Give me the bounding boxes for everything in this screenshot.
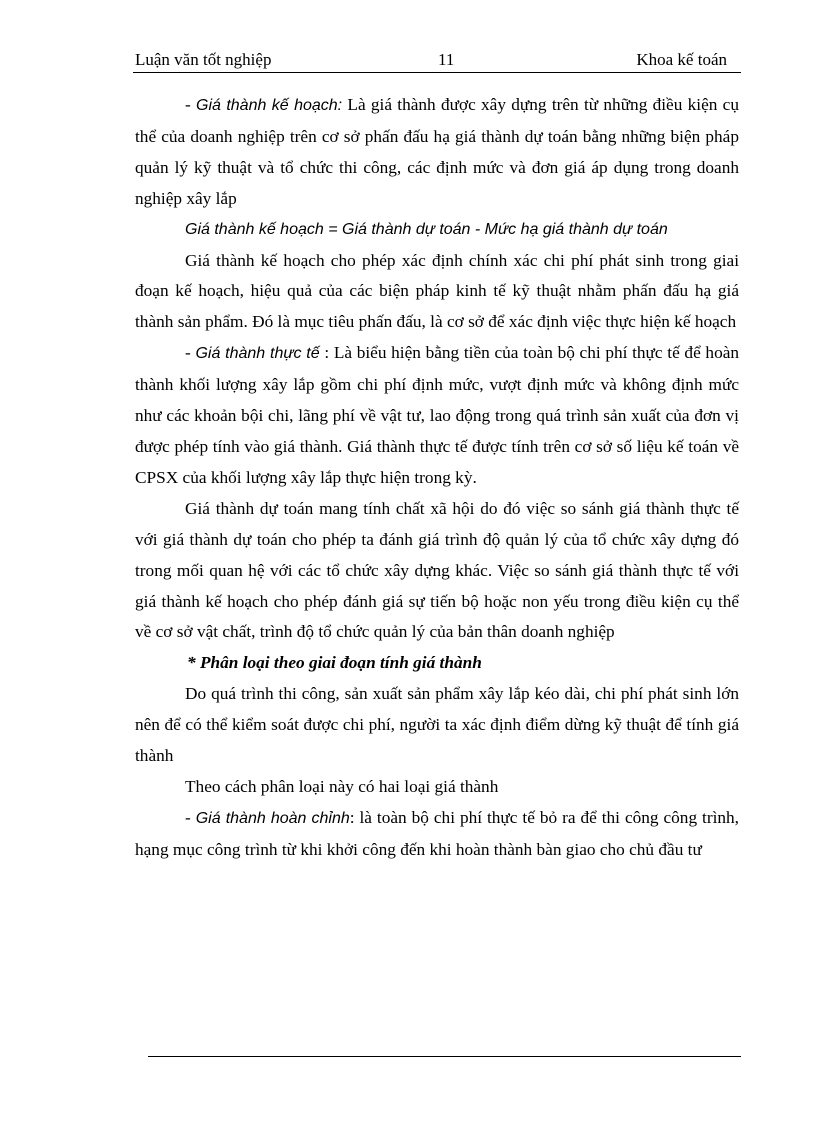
term-planned-cost: Giá thành kế hoạch: [196, 97, 343, 114]
bullet-dash: - [185, 343, 196, 363]
paragraph-complete-cost [135, 803, 739, 866]
page-header [133, 48, 741, 73]
paragraph-cost-comparison: Giá thành dự toán mang tính chất xã hội do đó việc so sánh giá thành thực tế với giá thành dự toán cho phép ta đánh giá trình độ quản lý của tổ chức xây dựng đó trong mối quan hệ với các tổ chức xây dựng khác. Việc so sánh giá thành thực tế với giá thành kế hoạch cho phép đánh giá sự tiến bộ hoặc non yếu trong điều kiện cụ thể về cơ sở vật chất, trình độ tổ chức quản lý của bản thân doanh nghiệp [135, 498, 739, 642]
definition-actual-cost: : Là biểu hiện bằng tiền của toàn bộ chi phí thực tế để hoàn thành khối lượng xây lắp gồm chi phí định mức, vượt định mức và không định mức như các khoản bội chi, lãng phí về vật tư, lao động trong quá trình sản xuất của đơn vị được phép tính vào giá thành. Giá thành thực tế được tính trên cơ sở số liệu kế toán về CPSX của khối lượng xây lắp thực hiện trong kỳ. [135, 343, 740, 487]
paragraph-planned-cost-purpose: Giá thành kế hoạch cho phép xác định chính xác chi phí phát sinh trong giai đoạn kế hoạch, hiệu quả của các biện pháp kinh tế kỹ thuật nhằm phấn đấu hạ giá thành sản phẩm. Đó là mục tiêu phấn đấu, là cơ sở để xác định việc thực hiện kế hoạch [135, 250, 739, 332]
term-complete-cost: Giá thành hoàn chỉnh [195, 809, 350, 827]
formula-planned-cost: Giá thành kế hoạch = Giá thành dự toán - Mức hạ giá thành dự toán [185, 220, 668, 238]
definition-planned-cost: Là giá thành được xây dựng trên từ những điều kiện cụ thể của doanh nghiệp trên cơ sở phấn đấu hạ giá thành dự toán bằng những biện pháp quản lý kỹ thuật và tổ chức thi công, các định mức và đơn giá áp dụng trong doanh nghiệp xây lắp [135, 95, 739, 208]
page-number: 11 [438, 50, 455, 69]
document-body [135, 90, 739, 866]
paragraph-planned-cost [135, 90, 739, 215]
footer-divider [148, 1056, 741, 1057]
header-thesis-title: Luận văn tốt nghiệp [135, 50, 272, 69]
definition-complete-cost: : là toàn bộ chi phí thực tế bỏ ra để thi công công trình, hạng mục công trình từ khi khởi công đến khi hoàn thành bàn giao cho chủ đầu tư [135, 807, 739, 859]
section-heading: * Phân loại theo giai đoạn tính giá thành [187, 653, 482, 673]
bullet-dash: - [185, 807, 196, 827]
bullet-dash: - [185, 95, 197, 114]
paragraph-actual-cost [135, 338, 739, 494]
paragraph-classification-intro: Theo cách phân loại này có hai loại giá thành [185, 776, 499, 796]
term-actual-cost: Giá thành thực tế [195, 345, 320, 363]
header-department: Khoa kế toán [636, 50, 727, 69]
paragraph-construction-stage: Do quá trình thi công, sản xuất sản phẩm xây lắp kéo dài, chi phí phát sinh lớn nên để có thể kiểm soát được chi phí, người ta xác định điểm dừng kỹ thuật để tính giá thành [135, 684, 739, 766]
